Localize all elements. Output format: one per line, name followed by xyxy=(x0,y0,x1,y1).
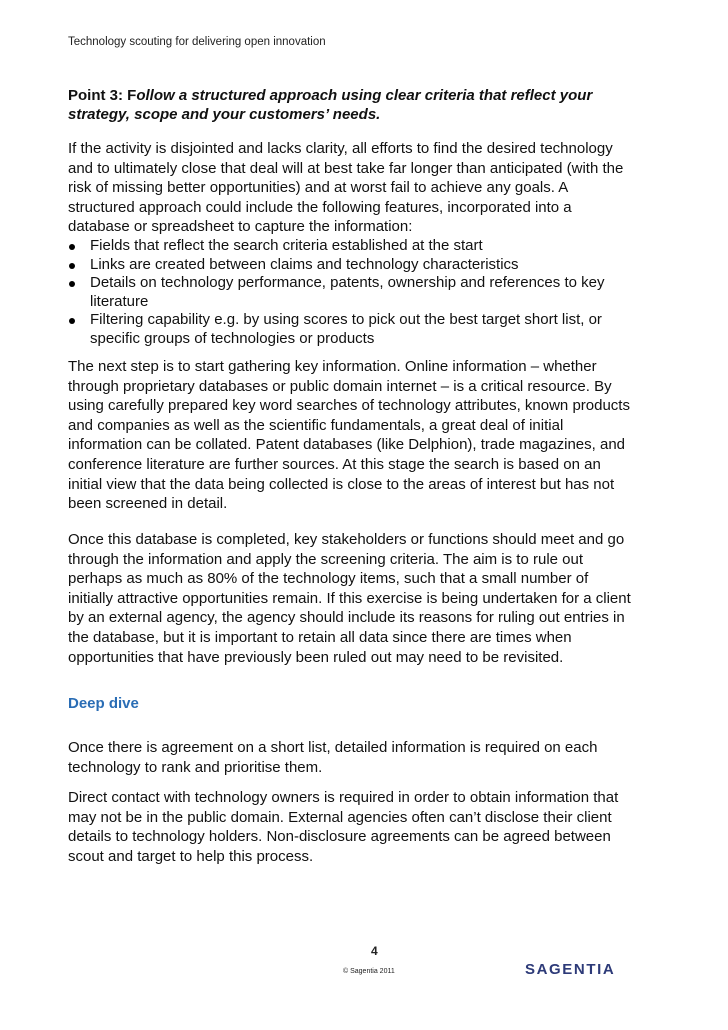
list-item-text: Fields that reflect the search criteria established at the start xyxy=(90,237,483,254)
list-item xyxy=(68,274,633,311)
contact-paragraph: Direct contact with technology owners is required in order to obtain information that may not be in the public domain. External agencies often can’t disclose their client details to technology holders. Non-disclosure agreements can be agreed between scout and target to help this process. xyxy=(68,789,619,865)
bullet-icon xyxy=(69,281,75,287)
bullet-icon xyxy=(69,318,75,324)
point-heading xyxy=(68,86,628,124)
list-item xyxy=(68,256,633,275)
next-step-paragraph: The next step is to start gathering key information. Online information – whether through proprietary databases or public domain internet – is a critical resource. By using carefully prepared key word searches of technology attributes, known products and companies as well as the scientific fundamentals, a great deal of initial information can be collated. Patent databases (like Delphion), trade magazines, and conference literature are further sources. At this stage the search is based on an initial view that the data being collected is close to the areas of interest but has not been screened in detail. xyxy=(68,358,630,513)
feature-list xyxy=(68,237,633,349)
list-item-text: Details on technology performance, patents, ownership and references to key literature xyxy=(90,274,605,310)
sagentia-logo: SAGENTIA xyxy=(525,961,616,978)
copyright-notice: © Sagentia 2011 xyxy=(343,968,395,975)
list-item-text: Links are created between claims and technology characteristics xyxy=(90,255,519,273)
list-item xyxy=(68,237,633,256)
running-header: Technology scouting for delivering open innovation xyxy=(68,36,326,48)
page-number: 4 xyxy=(371,944,378,958)
intro-paragraph: If the activity is disjointed and lacks clarity, all efforts to find the desired technology and to ultimately close that deal will at best take far longer than anticipated (with the risk of missing better opportunities) and at worst fail to achieve any goals. A structured approach could include the following features, incorporated into a database or spreadsheet to capture the information: xyxy=(68,140,624,236)
database-paragraph: Once this database is completed, key stakeholders or functions should meet and go through the information and apply the screening criteria. The aim is to rule out perhaps as much as 80% of the technology items, such that a small number of initially attractive opportunities remain. If this exercise is being undertaken for a client by an external agency, the agency should include its reasons for ruling out entries in the database, but it is important to retain all data since there are times when opportunities that have previously been ruled out may need to be revisited. xyxy=(68,531,631,666)
bullet-icon xyxy=(69,263,75,269)
list-item-text: Filtering capability e.g. by using scores to pick out the best target short list, or specific groups of technologies or products xyxy=(90,311,602,347)
point-heading-prefix: Point 3: F xyxy=(68,87,137,104)
shortlist-paragraph: Once there is agreement on a short list, detailed information is required on each technology to rank and prioritise them. xyxy=(68,739,598,776)
list-item xyxy=(68,311,633,348)
section-title-deep-dive: Deep dive xyxy=(68,695,139,712)
bullet-icon xyxy=(69,244,75,250)
point-heading-title: ollow a structured approach using clear criteria that reflect your strategy, scope and your customers’ needs. xyxy=(68,87,593,123)
